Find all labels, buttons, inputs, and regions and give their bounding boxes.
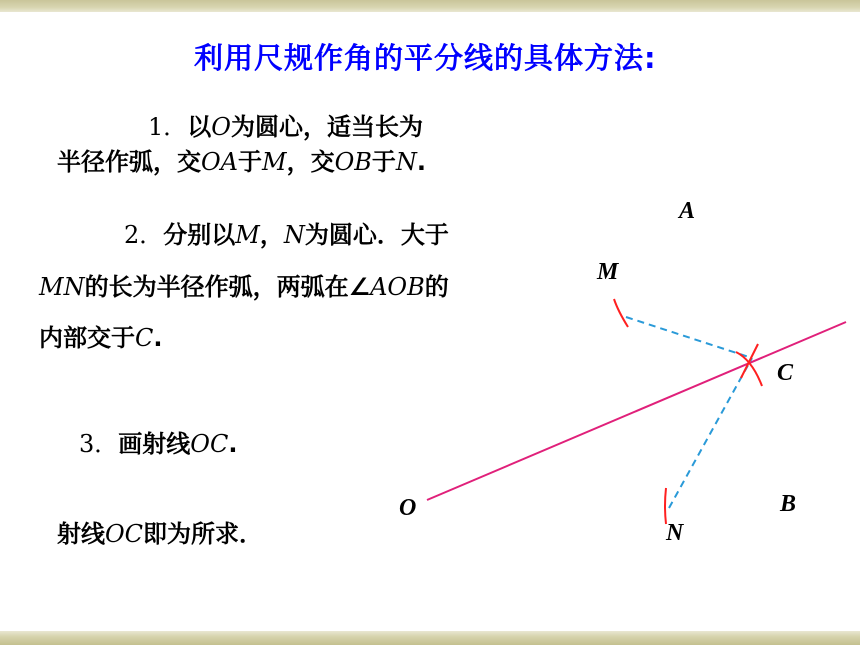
step-2-text: 的 — [424, 273, 449, 301]
step-1-text: 为圆心，适当长为 — [230, 113, 423, 141]
step-1-text: 半径作弧，交 — [57, 148, 201, 176]
ray-ob-ref: OB — [334, 148, 372, 176]
point-o-ref: O — [211, 113, 231, 141]
label-b: B — [780, 491, 797, 517]
step-2-text: ， — [259, 221, 284, 249]
ray-oc — [427, 322, 846, 500]
dashed-line-mc — [626, 317, 752, 358]
point-n-ref: N — [283, 221, 305, 249]
label-a: A — [679, 198, 696, 224]
conclusion-text: 即为所求． — [143, 520, 264, 548]
step-2-text: 的长为半径作弧，两弧在∠ — [84, 273, 371, 301]
arc-mark-m — [614, 299, 628, 327]
arc-mark-n — [665, 488, 666, 524]
point-c-ref: C — [135, 324, 154, 352]
step-1-number: 1． — [148, 113, 188, 141]
step-1-text: 以 — [187, 113, 212, 141]
step-3-text: 画射线 — [118, 430, 191, 458]
step-2-text: 分别以 — [163, 221, 236, 249]
step-2-number: 2． — [124, 221, 164, 249]
step-2-text: 为圆心．大于 — [304, 221, 449, 249]
segment-mn-ref: MN — [39, 273, 85, 301]
conclusion-text: 射线 — [57, 520, 105, 548]
ray-oc-ref: OC — [190, 430, 229, 458]
step-3-text: . — [228, 430, 238, 458]
step-3-number: 3． — [79, 430, 119, 458]
angle-aob-ref: AOB — [370, 273, 425, 301]
point-m-ref: M — [235, 221, 260, 249]
label-m: M — [597, 259, 619, 285]
step-1-text: . — [416, 148, 427, 176]
ray-oc-ref: OC — [105, 520, 144, 548]
label-c: C — [777, 360, 794, 386]
label-n: N — [666, 520, 684, 546]
step-1-text: 于 — [238, 148, 263, 176]
bottom-decorative-band — [0, 631, 860, 645]
label-o: O — [399, 495, 417, 521]
page-title: 利用尺规作角的平分线的具体方法: — [194, 41, 657, 75]
ray-oa-ref: OA — [201, 148, 239, 176]
step-2-text: 内部交于 — [39, 324, 135, 352]
step-2-text: . — [153, 324, 163, 352]
point-n-ref: N — [395, 148, 417, 176]
step-1-text: ，交 — [286, 148, 335, 176]
point-m-ref: M — [262, 148, 287, 176]
step-1-text: 于 — [371, 148, 396, 176]
